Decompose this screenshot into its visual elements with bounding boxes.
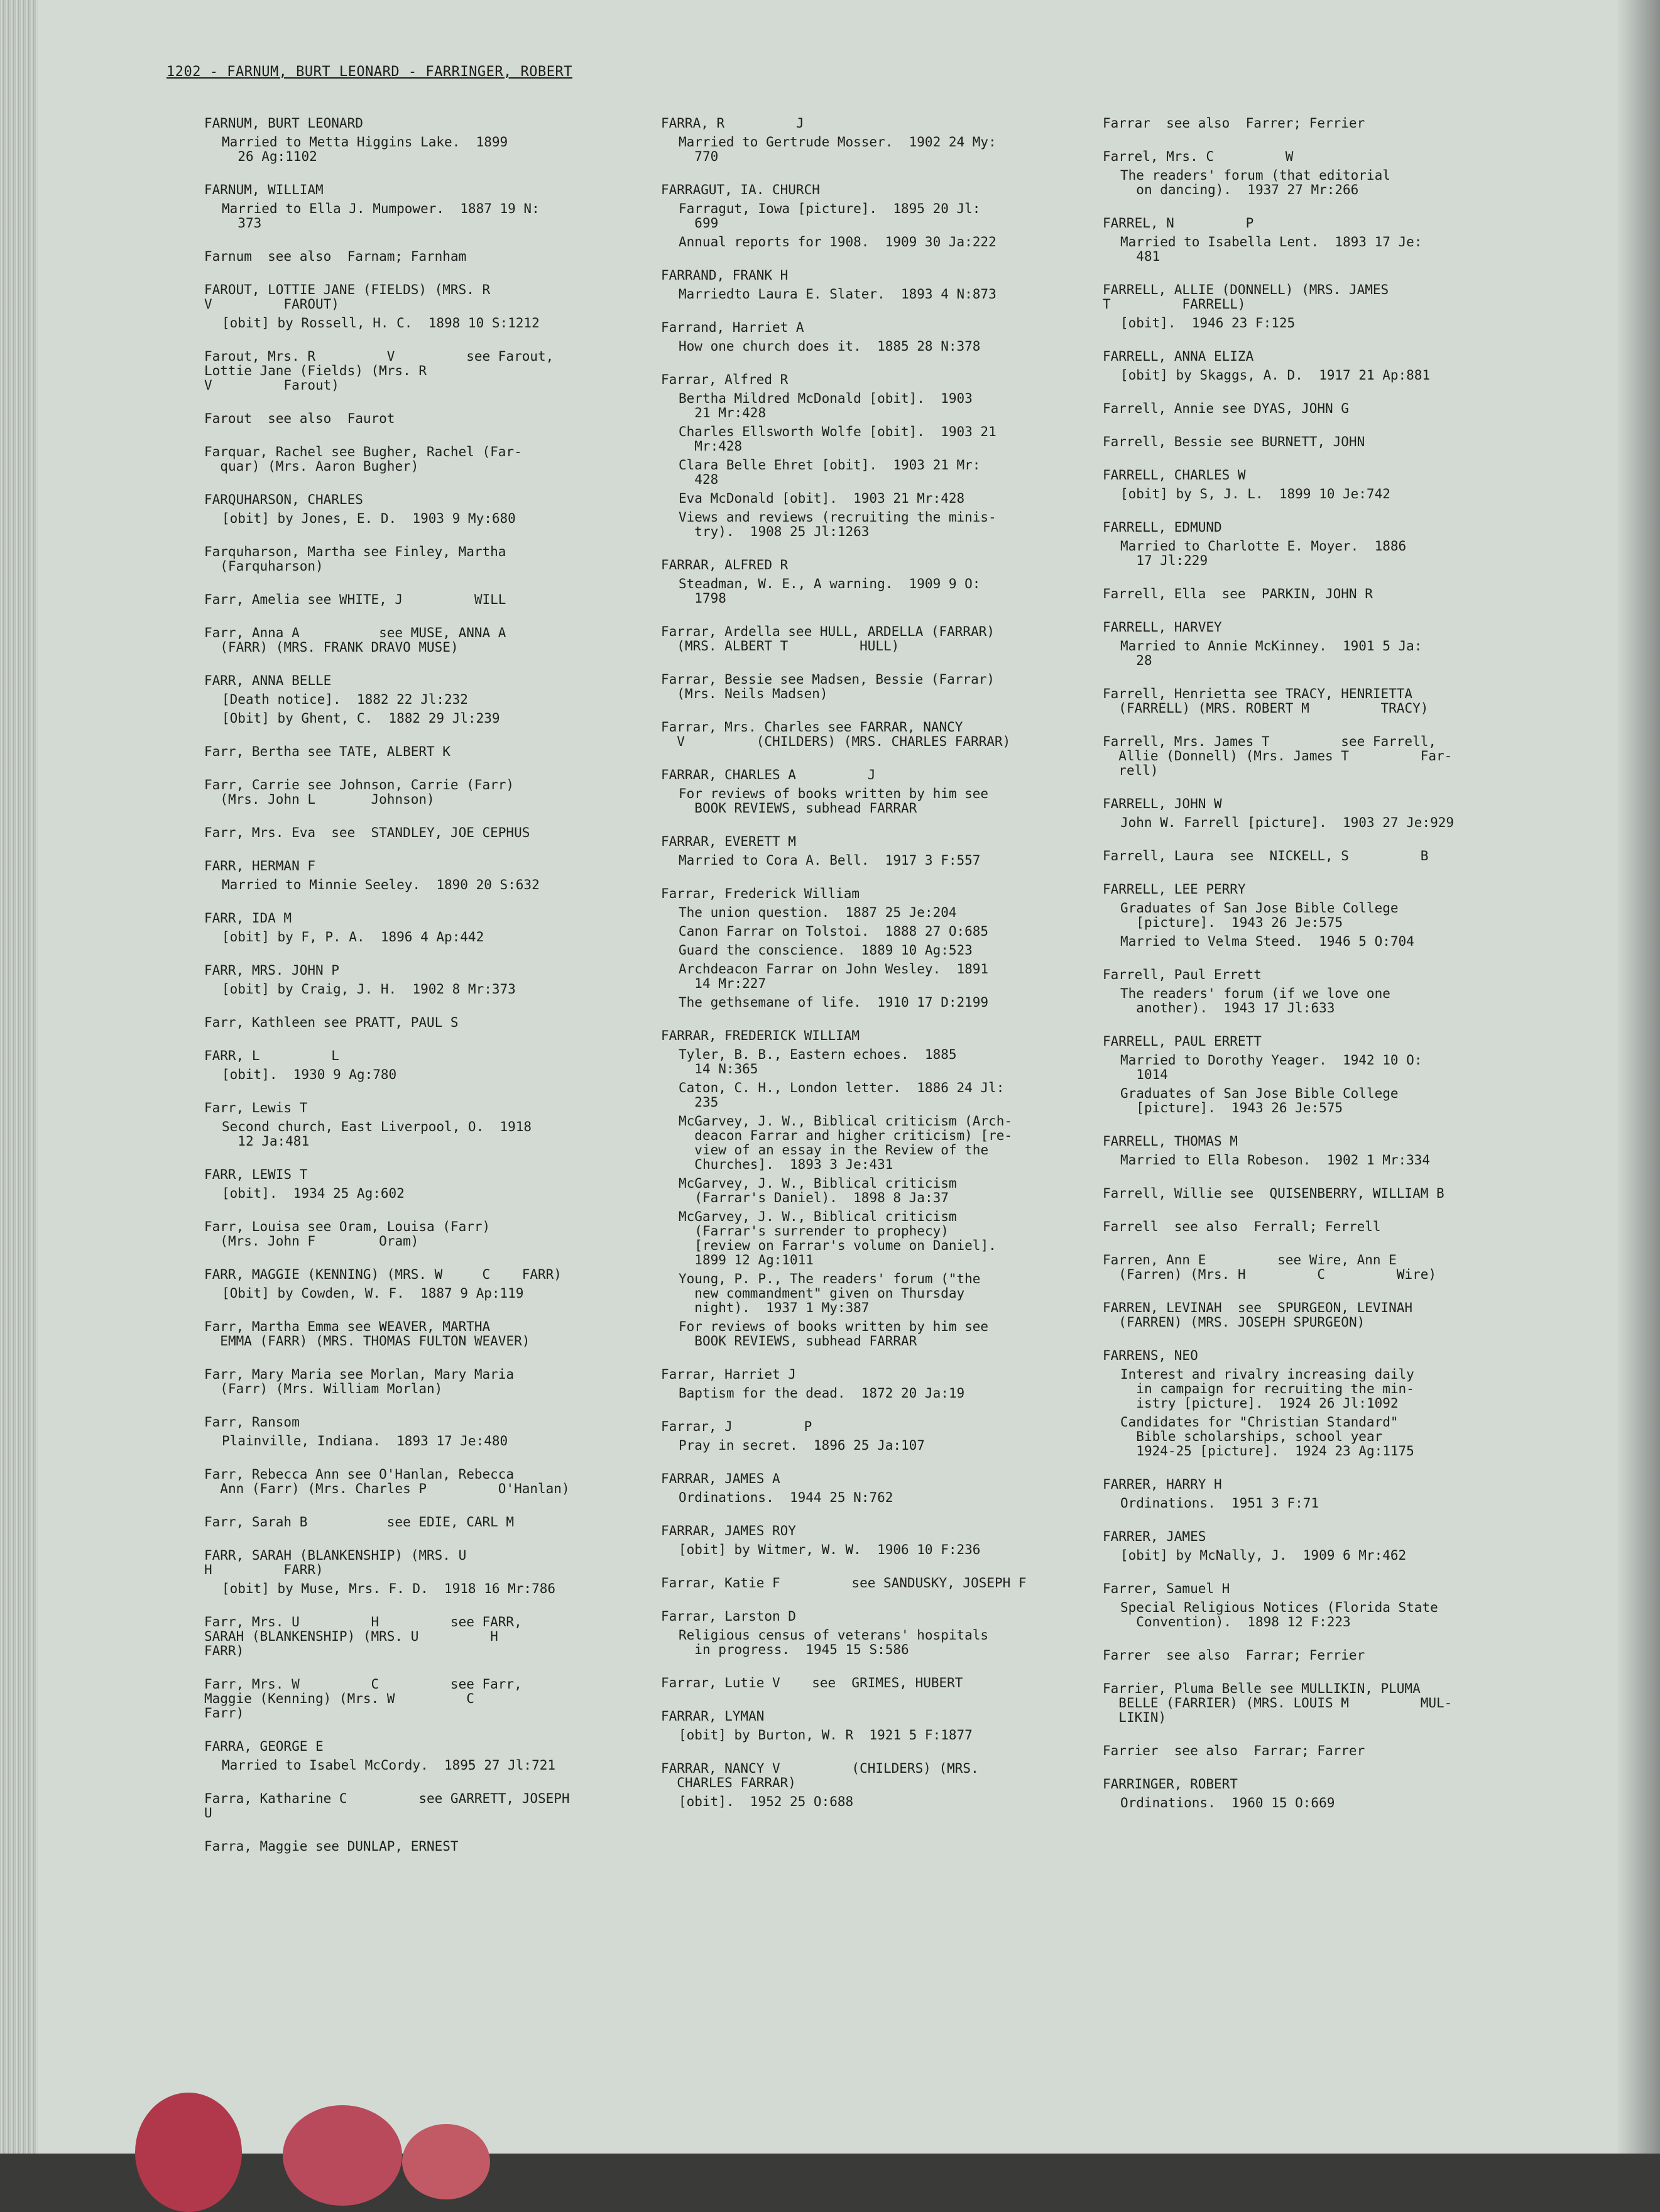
index-entry [204, 249, 644, 264]
index-entry [661, 1472, 1101, 1505]
entry-citation: Married to Velma Steed. 1946 5 O:704 [1120, 934, 1414, 949]
entry-heading: FARRAGUT, IA. CHURCH [661, 182, 820, 197]
index-entry [1103, 968, 1543, 1016]
entry-citation: Religious census of veterans' hospitals in progress. 1945 15 S:586 [679, 1628, 989, 1657]
entry-heading: Farr, Rebecca Ann see O'Hanlan, Rebecca Ann (Farr) (Mrs. Charles P O'Hanlan) [204, 1467, 570, 1496]
entry-heading: FARR, LEWIS T [204, 1167, 308, 1182]
index-entry [204, 283, 644, 331]
entry-heading: FARRER, HARRY H [1103, 1477, 1222, 1492]
entry-heading: FARRELL, ALLIE (DONNELL) (MRS. JAMES T FARRELL) [1103, 282, 1389, 312]
index-entry [1103, 1253, 1543, 1282]
index-entry [1103, 1682, 1543, 1725]
entry-citation: [obit] by McNally, J. 1909 6 Mr:462 [1120, 1548, 1407, 1563]
index-entry [1103, 735, 1543, 778]
entry-heading: Farrar, Larston D [661, 1609, 796, 1624]
entry-heading: Farrier, Pluma Belle see MULLIKIN, PLUMA BELLE (FARRIER) (MRS. LOUIS M MUL- LIKIN) [1103, 1681, 1453, 1725]
index-entry [661, 1709, 1101, 1743]
entry-heading: Farrar, J P [661, 1419, 812, 1434]
page-stack-edge [0, 0, 38, 2154]
entry-citation: Farragut, Iowa [picture]. 1895 20 Jl: 699 [679, 201, 981, 231]
index-entry [204, 183, 644, 231]
entry-citation: Married to Isabella Lent. 1893 17 Je: 481 [1120, 234, 1422, 264]
entry-citation: [obit] by Skaggs, A. D. 1917 21 Ap:881 [1120, 368, 1431, 383]
entry-heading: Farrell, Laura see NICKELL, S B [1103, 848, 1429, 863]
entry-citation: Candidates for "Christian Standard" Bible scholarships, school year 1924-25 [picture]. 1924 23 Ag:1175 [1120, 1415, 1414, 1459]
index-entry [1103, 1777, 1543, 1810]
index-entry [204, 859, 644, 892]
index-entry [204, 1677, 644, 1721]
entry-heading: FARRAR, LYMAN [661, 1709, 765, 1724]
entry-citation: [obit] by S, J. L. 1899 10 Je:742 [1120, 486, 1390, 501]
index-entry [661, 720, 1101, 749]
entry-citation: McGarvey, J. W., Biblical criticism (Arch- deacon Farrar and higher criticism) [re- view of an essay in the Review of the Churches]. 1893 3 Je:431 [679, 1114, 1013, 1172]
entry-heading: Farout, Mrs. R V see Farout, Lottie Jane (Fields) (Mrs. R V Farout) [204, 349, 554, 393]
index-entry [661, 1676, 1101, 1690]
index-entry [1103, 349, 1543, 383]
entry-citation: McGarvey, J. W., Biblical criticism (Farrar's Daniel). 1898 8 Ja:37 [679, 1176, 957, 1205]
entry-heading: FARRINGER, ROBERT [1103, 1777, 1238, 1792]
entry-citation: Ordinations. 1944 25 N:762 [679, 1490, 893, 1505]
entry-heading: Farr, Bertha see TATE, ALBERT K [204, 744, 450, 759]
index-entry [204, 963, 644, 997]
entry-heading: Farr, Louisa see Oram, Louisa (Farr) (Mrs. John F Oram) [204, 1219, 491, 1249]
entry-heading: FARR, MAGGIE (KENNING) (MRS. W C FARR) [204, 1267, 562, 1282]
entry-heading: Farr, Kathleen see PRATT, PAUL S [204, 1015, 459, 1030]
index-entry [204, 1839, 644, 1854]
entry-citation: The readers' forum (that editorial on dancing). 1937 27 Mr:266 [1120, 168, 1390, 197]
index-entry [204, 116, 644, 164]
entry-heading: Farra, Maggie see DUNLAP, ERNEST [204, 1839, 459, 1854]
entry-heading: FARREL, N P [1103, 216, 1254, 231]
entry-heading: FARR, MRS. JOHN P [204, 963, 339, 978]
index-entry [1103, 587, 1543, 601]
entry-citation: Tyler, B. B., Eastern echoes. 1885 14 N:365 [679, 1047, 957, 1076]
entry-citation: [obit] by Witmer, W. W. 1906 10 F:236 [679, 1542, 981, 1557]
entry-heading: Farrell, Henrietta see TRACY, HENRIETTA (FARRELL) (MRS. ROBERT M TRACY) [1103, 686, 1429, 716]
entry-citation: Special Religious Notices (Florida State Convention). 1898 12 F:223 [1120, 1600, 1438, 1629]
entry-heading: FARRAR, EVERETT M [661, 834, 796, 849]
entry-heading: Farrar, Katie F see SANDUSKY, JOSEPH F [661, 1575, 1027, 1591]
entry-citation: The gethsemane of life. 1910 17 D:2199 [679, 995, 989, 1010]
index-entry [661, 1524, 1101, 1557]
entry-citation: Clara Belle Ehret [obit]. 1903 21 Mr: 428 [679, 457, 981, 487]
entry-heading: Farrer, Samuel H [1103, 1581, 1230, 1596]
index-entry [204, 626, 644, 655]
entry-heading: FAROUT, LOTTIE JANE (FIELDS) (MRS. R V FAROUT) [204, 282, 491, 312]
entry-citation: The union question. 1887 25 Je:204 [679, 905, 957, 920]
index-entry [204, 1101, 644, 1149]
running-header: 1202 - FARNUM, BURT LEONARD - FARRINGER, ROBERT [167, 64, 573, 80]
entry-citation: [obit] by F, P. A. 1896 4 Ap:442 [222, 929, 484, 944]
entry-heading: Farrar, Lutie V see GRIMES, HUBERT [661, 1675, 963, 1690]
index-entry [1103, 150, 1543, 197]
entry-citation: [obit] by Craig, J. H. 1902 8 Mr:373 [222, 982, 516, 997]
entry-heading: FARRELL, CHARLES W [1103, 468, 1246, 483]
index-entry [1103, 283, 1543, 331]
entry-heading: FARRAR, CHARLES A J [661, 767, 876, 782]
index-entry [661, 768, 1101, 816]
index-entry [661, 1420, 1101, 1453]
index-entry [661, 835, 1101, 868]
entry-heading: Farren, Ann E see Wire, Ann E (Farren) (Mrs. H C Wire) [1103, 1252, 1437, 1282]
index-entry [204, 1168, 644, 1201]
index-entry [1103, 1301, 1543, 1330]
index-entry [661, 320, 1101, 354]
entry-heading: FARRAR, JAMES ROY [661, 1523, 796, 1538]
index-entry [661, 1609, 1101, 1657]
index-entry [204, 1320, 644, 1349]
entry-citation: Charles Ellsworth Wolfe [obit]. 1903 21 Mr:428 [679, 424, 997, 454]
entry-citation: Marriedto Laura E. Slater. 1893 4 N:873 [679, 287, 997, 302]
entry-citation: Interest and rivalry increasing daily in campaign for recruiting the min- istry [picture]. 1924 26 Jl:1092 [1120, 1367, 1414, 1411]
entry-citation: Steadman, W. E., A warning. 1909 9 O: 1798 [679, 576, 981, 606]
entry-heading: FARNUM, WILLIAM [204, 182, 324, 197]
index-entry [204, 1467, 644, 1496]
index-entry [661, 558, 1101, 606]
index-entry [1103, 1220, 1543, 1234]
entry-heading: FARRAR, ALFRED R [661, 557, 789, 572]
entry-heading: Farr, Mrs. Eva see STANDLEY, JOE CEPHUS [204, 825, 530, 840]
index-entry [1103, 1034, 1543, 1115]
index-entry [661, 1367, 1101, 1401]
finger-right [402, 2124, 490, 2199]
index-entry [1103, 116, 1543, 131]
entry-heading: Farrell, Willie see QUISENBERRY, WILLIAM B [1103, 1186, 1444, 1201]
index-entry [204, 593, 644, 607]
entry-heading: Farr, Mary Maria see Morlan, Mary Maria (Farr) (Mrs. William Morlan) [204, 1367, 515, 1396]
entry-citation: [obit] by Rossell, H. C. 1898 10 S:1212 [222, 315, 540, 331]
index-entry [204, 1220, 644, 1249]
thumb-left [135, 2093, 242, 2212]
entry-citation: For reviews of books written by him see BOOK REVIEWS, subhead FARRAR [679, 1319, 989, 1349]
index-entry [204, 745, 644, 759]
entry-heading: Farrar, Harriet J [661, 1367, 796, 1382]
index-entry [204, 1049, 644, 1082]
index-entry [1103, 797, 1543, 830]
entry-citation: John W. Farrell [picture]. 1903 27 Je:929 [1120, 815, 1455, 830]
entry-heading: Farrar see also Farrer; Ferrier [1103, 116, 1365, 131]
entry-heading: FARR, L L [204, 1048, 339, 1063]
entry-heading: Farnum see also Farnam; Farnham [204, 249, 467, 264]
index-entry [661, 268, 1101, 302]
entry-citation: For reviews of books written by him see BOOK REVIEWS, subhead FARRAR [679, 786, 989, 816]
entry-citation: Second church, East Liverpool, O. 1918 12 Ja:481 [222, 1119, 532, 1149]
entry-citation: [obit] by Jones, E. D. 1903 9 My:680 [222, 511, 516, 526]
entry-citation: [Death notice]. 1882 22 Jl:232 [222, 692, 468, 707]
entry-citation: Guard the conscience. 1889 10 Ag:523 [679, 943, 973, 958]
entry-heading: FARRELL, LEE PERRY [1103, 882, 1246, 897]
entry-heading: Farquar, Rachel see Bugher, Rachel (Far- quar) (Mrs. Aaron Bugher) [204, 444, 522, 474]
index-entry [204, 1515, 644, 1530]
entry-heading: FARRA, R J [661, 116, 804, 131]
entry-heading: Farrell see also Ferrall; Ferrell [1103, 1219, 1381, 1234]
entry-heading: Farrar, Ardella see HULL, ARDELLA (FARRAR) (MRS. ALBERT T HULL) [661, 624, 995, 654]
index-entry [1103, 687, 1543, 716]
entry-citation: Married to Dorothy Yeager. 1942 10 O: 1014 [1120, 1053, 1422, 1082]
entry-citation: Plainville, Indiana. 1893 17 Je:480 [222, 1433, 508, 1448]
index-entry [1103, 402, 1543, 416]
index-entry [204, 1367, 644, 1396]
index-entry [204, 545, 644, 574]
entry-heading: Farr, Sarah B see EDIE, CARL M [204, 1514, 515, 1530]
entry-heading: Farr, Ransom [204, 1415, 300, 1430]
index-entry [661, 625, 1101, 654]
entry-heading: FARQUHARSON, CHARLES [204, 492, 363, 507]
entry-heading: Farout see also Faurot [204, 411, 395, 426]
entry-citation: Graduates of San Jose Bible College [picture]. 1943 26 Je:575 [1120, 1086, 1399, 1115]
entry-citation: [Obit] by Cowden, W. F. 1887 9 Ap:119 [222, 1286, 524, 1301]
entry-citation: [obit] by Muse, Mrs. F. D. 1918 16 Mr:786 [222, 1581, 556, 1596]
entry-citation: Archdeacon Farrar on John Wesley. 1891 14 Mr:227 [679, 961, 989, 991]
index-entry [204, 826, 644, 840]
entry-citation: Married to Ella Robeson. 1902 1 Mr:334 [1120, 1153, 1431, 1168]
index-entry [1103, 1349, 1543, 1459]
index-entry [661, 672, 1101, 701]
index-entry [661, 1029, 1101, 1349]
entry-citation: Ordinations. 1951 3 F:71 [1120, 1496, 1319, 1511]
index-entry [661, 887, 1101, 1010]
index-entry [661, 1761, 1101, 1809]
entry-heading: Farrell, Mrs. James T see Farrell, Allie (Donnell) (Mrs. James T Far- rell) [1103, 734, 1453, 778]
index-entry [204, 911, 644, 944]
entry-heading: FARRAND, FRANK H [661, 268, 789, 283]
index-entry [1103, 1134, 1543, 1168]
entry-heading: FARREN, LEVINAH see SPURGEON, LEVINAH (FARREN) (MRS. JOSEPH SPURGEON) [1103, 1300, 1413, 1330]
index-entry [1103, 1530, 1543, 1563]
entry-heading: Farr, Lewis T [204, 1100, 308, 1115]
entry-heading: FARRAR, FREDERICK WILLIAM [661, 1028, 860, 1043]
entry-citation: Annual reports for 1908. 1909 30 Ja:222 [679, 234, 997, 249]
entry-citation: Married to Annie McKinney. 1901 5 Ja: 28 [1120, 638, 1422, 668]
entry-citation: The readers' forum (if we love one another). 1943 17 Jl:633 [1120, 986, 1390, 1016]
entry-heading: Farrell, Paul Errett [1103, 967, 1262, 982]
entry-heading: Farquharson, Martha see Finley, Martha (Farquharson) [204, 544, 506, 574]
entry-heading: Farrar, Alfred R [661, 372, 789, 387]
index-entry [204, 1615, 644, 1658]
index-entry [1103, 882, 1543, 949]
entry-heading: Farrar, Mrs. Charles see FARRAR, NANCY V (CHILDERS) (MRS. CHARLES FARRAR) [661, 720, 1011, 749]
index-entry [204, 1268, 644, 1301]
index-entry [204, 674, 644, 726]
index-entry [1103, 520, 1543, 568]
entry-citation: Married to Minnie Seeley. 1890 20 S:632 [222, 877, 540, 892]
entry-heading: Farrar, Frederick William [661, 886, 860, 901]
index-entry [1103, 1186, 1543, 1201]
entry-citation: [Obit] by Ghent, C. 1882 29 Jl:239 [222, 711, 500, 726]
index-entry [1103, 1744, 1543, 1758]
index-entry [1103, 620, 1543, 668]
index-entry [204, 445, 644, 474]
entry-citation: How one church does it. 1885 28 N:378 [679, 339, 981, 354]
index-entry [1103, 468, 1543, 501]
entry-citation: Canon Farrar on Tolstoi. 1888 27 O:685 [679, 924, 989, 939]
entry-citation: Graduates of San Jose Bible College [picture]. 1943 26 Je:575 [1120, 901, 1399, 930]
entry-citation: [obit]. 1930 9 Ag:780 [222, 1067, 397, 1082]
entry-heading: Farrel, Mrs. C W [1103, 149, 1294, 164]
index-entry [204, 493, 644, 526]
entry-heading: Farrell, Ella see PARKIN, JOHN R [1103, 586, 1373, 601]
index-column-right [1103, 116, 1543, 1829]
entry-citation: [obit]. 1934 25 Ag:602 [222, 1186, 405, 1201]
index-column-left [204, 116, 644, 1873]
entry-citation: Married to Gertrude Mosser. 1902 24 My: 770 [679, 134, 997, 164]
entry-heading: Farr, Mrs. U H see FARR, SARAH (BLANKENSHIP) (MRS. U H FARR) [204, 1614, 522, 1658]
index-entry [204, 1415, 644, 1448]
entry-citation: [obit]. 1952 25 O:688 [679, 1794, 854, 1809]
index-entry [204, 412, 644, 426]
entry-citation: [obit]. 1946 23 F:125 [1120, 315, 1296, 331]
entry-heading: Farrell, Annie see DYAS, JOHN G [1103, 401, 1349, 416]
index-entry [1103, 849, 1543, 863]
entry-heading: Farrar, Bessie see Madsen, Bessie (Farrar) (Mrs. Neils Madsen) [661, 672, 995, 701]
entry-heading: Farrell, Bessie see BURNETT, JOHN [1103, 434, 1365, 449]
entry-heading: Farrier see also Farrar; Farrer [1103, 1743, 1365, 1758]
entry-citation: Young, P. P., The readers' forum ("the new commandment" given on Thursday night). 1937 1 My:387 [679, 1271, 981, 1315]
entry-heading: Farr, Mrs. W C see Farr, Maggie (Kenning) (Mrs. W C Farr) [204, 1677, 522, 1721]
entry-heading: FARRENS, NEO [1103, 1348, 1198, 1363]
index-entry [1103, 216, 1543, 264]
entry-citation: [obit] by Burton, W. R 1921 5 F:1877 [679, 1727, 973, 1743]
index-entry [204, 1739, 644, 1773]
index-entry [204, 778, 644, 807]
entry-heading: Farr, Carrie see Johnson, Carrie (Farr) (Mrs. John L Johnson) [204, 777, 515, 807]
entry-heading: FARR, HERMAN F [204, 858, 316, 873]
entry-heading: FARR, ANNA BELLE [204, 673, 332, 688]
entry-citation: Caton, C. H., London letter. 1886 24 Jl: 235 [679, 1080, 1005, 1110]
entry-heading: FARR, IDA M [204, 911, 292, 926]
entry-heading: FARNUM, BURT LEONARD [204, 116, 363, 131]
index-entry [204, 349, 644, 393]
entry-citation: McGarvey, J. W., Biblical criticism (Farrar's surrender to prophecy) [review on Farrar's volume on Daniel]. 1899 12 Ag:1011 [679, 1209, 997, 1268]
index-entry [661, 116, 1101, 164]
entry-heading: FARRA, GEORGE E [204, 1739, 324, 1754]
index-entry [1103, 1477, 1543, 1511]
index-entry [1103, 435, 1543, 449]
entry-heading: FARRAR, JAMES A [661, 1471, 780, 1486]
entry-citation: Married to Isabel McCordy. 1895 27 Jl:721 [222, 1758, 556, 1773]
index-entry [661, 373, 1101, 539]
entry-citation: Ordinations. 1960 15 O:669 [1120, 1795, 1335, 1810]
entry-heading: FARRELL, JOHN W [1103, 796, 1222, 811]
index-column-middle [661, 116, 1101, 1828]
entry-heading: FARRELL, PAUL ERRETT [1103, 1034, 1262, 1049]
index-entry [204, 1548, 644, 1596]
index-entry [661, 183, 1101, 249]
entry-citation: Pray in secret. 1896 25 Ja:107 [679, 1438, 925, 1453]
entry-citation: Married to Cora A. Bell. 1917 3 F:557 [679, 853, 981, 868]
entry-heading: Farrer see also Farrar; Ferrier [1103, 1648, 1365, 1663]
finger-middle [283, 2105, 402, 2206]
entry-heading: FARR, SARAH (BLANKENSHIP) (MRS. U H FARR) [204, 1548, 467, 1577]
entry-heading: Farr, Amelia see WHITE, J WILL [204, 592, 506, 607]
entry-citation: Baptism for the dead. 1872 20 Ja:19 [679, 1386, 965, 1401]
entry-heading: Farra, Katharine C see GARRETT, JOSEPH U [204, 1791, 570, 1821]
entry-heading: FARRAR, NANCY V (CHILDERS) (MRS. CHARLES FARRAR) [661, 1761, 979, 1790]
entry-heading: FARRELL, HARVEY [1103, 620, 1222, 635]
index-entry [661, 1576, 1101, 1591]
entry-heading: Farrand, Harriet A [661, 320, 804, 335]
entry-citation: Married to Ella J. Mumpower. 1887 19 N: 373 [222, 201, 540, 231]
index-entry [1103, 1648, 1543, 1663]
index-entry [204, 1016, 644, 1030]
entry-citation: Bertha Mildred McDonald [obit]. 1903 21 Mr:428 [679, 391, 973, 420]
entry-heading: FARRELL, THOMAS M [1103, 1134, 1238, 1149]
entry-heading: FARRER, JAMES [1103, 1529, 1206, 1544]
entry-citation: Married to Metta Higgins Lake. 1899 26 Ag:1102 [222, 134, 508, 164]
entry-heading: FARRELL, EDMUND [1103, 520, 1222, 535]
index-entry [1103, 1582, 1543, 1629]
entry-citation: Eva McDonald [obit]. 1903 21 Mr:428 [679, 491, 965, 506]
entry-heading: Farr, Martha Emma see WEAVER, MARTHA EMMA (FARR) (MRS. THOMAS FULTON WEAVER) [204, 1319, 530, 1349]
entry-heading: FARRELL, ANNA ELIZA [1103, 349, 1254, 364]
index-entry [204, 1792, 644, 1821]
page-gutter-shadow [1616, 0, 1660, 2154]
entry-citation: Married to Charlotte E. Moyer. 1886 17 Jl:229 [1120, 539, 1407, 568]
entry-heading: Farr, Anna A see MUSE, ANNA A (FARR) (MRS. FRANK DRAVO MUSE) [204, 625, 506, 655]
entry-citation: Views and reviews (recruiting the minis- try). 1908 25 Jl:1263 [679, 510, 997, 539]
